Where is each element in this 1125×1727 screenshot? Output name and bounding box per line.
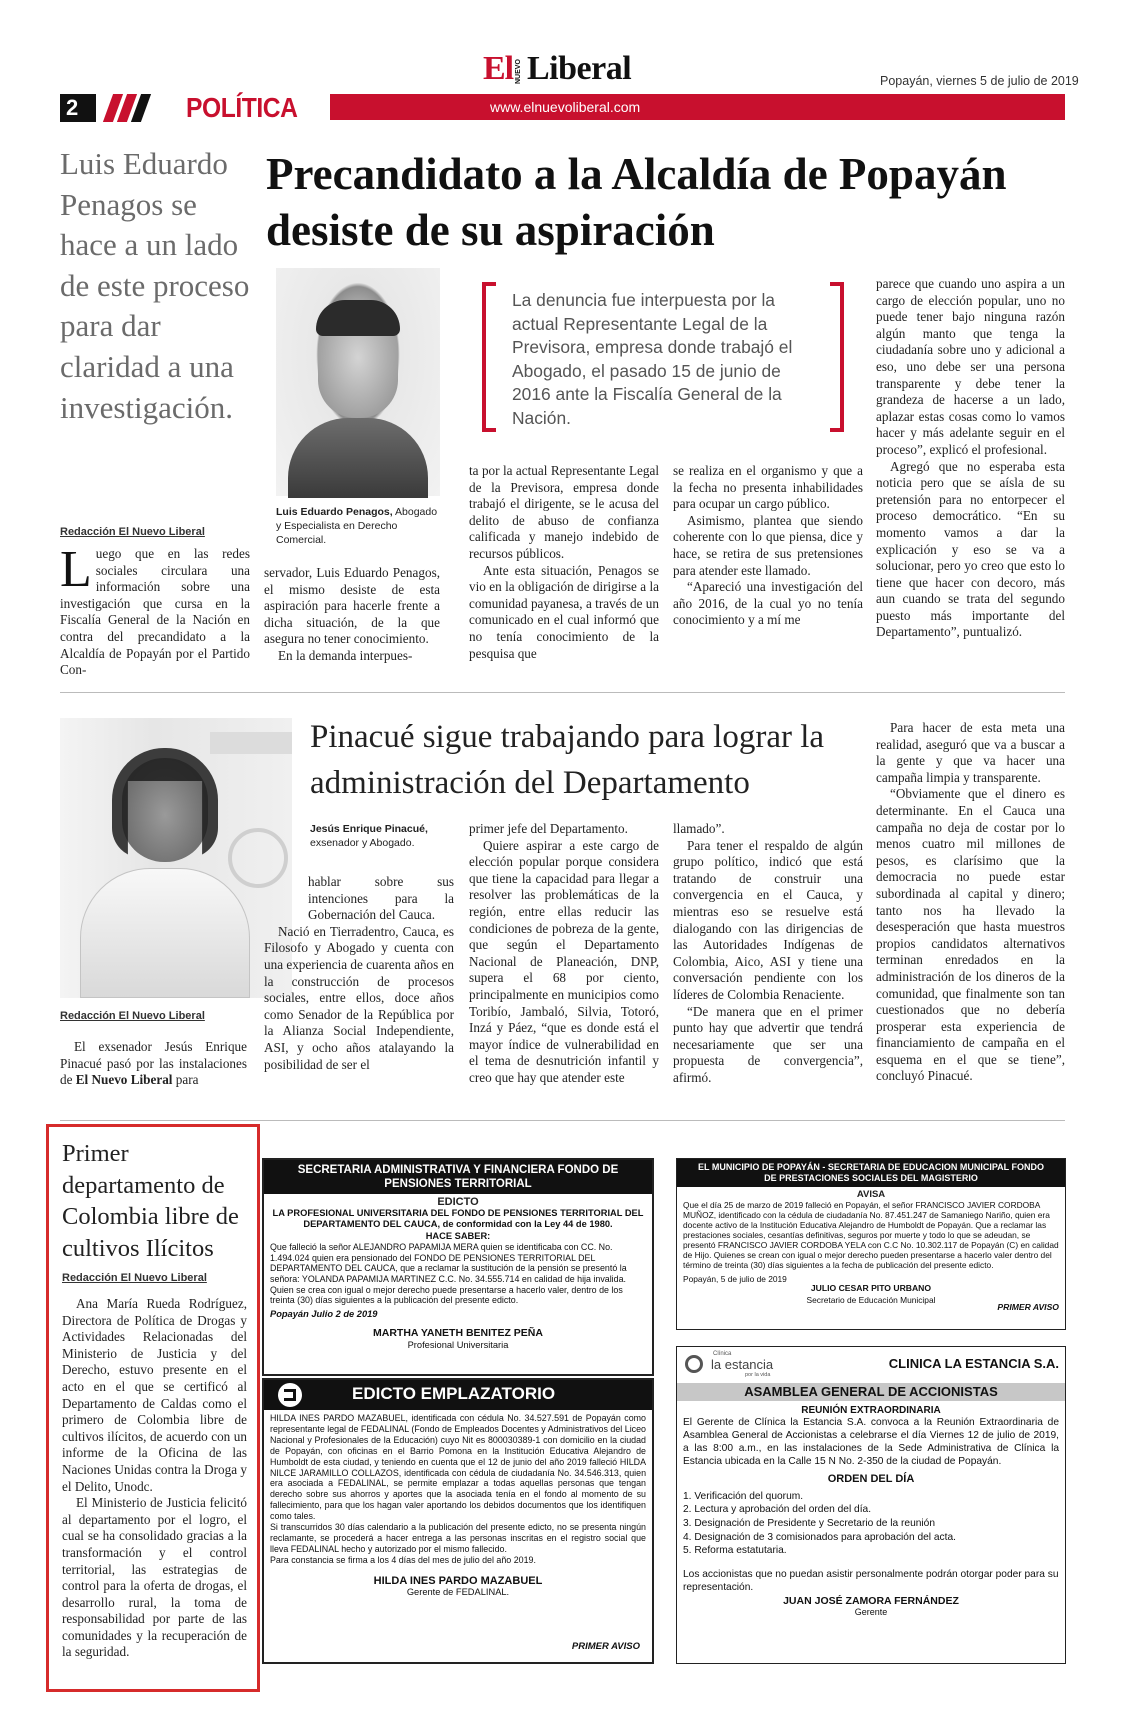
article1-col5 <box>876 276 1065 641</box>
pull-quote-bracket-right <box>830 282 844 432</box>
article1-byline: Redacción El Nuevo Liberal <box>60 526 205 538</box>
article2-title: Pinacué sigue trabajando para lograr la administración del Departamento <box>310 719 825 801</box>
photo-bg-banner <box>210 732 292 754</box>
agenda-item: 1. Verificación del quorum. <box>683 1490 804 1502</box>
article2-byline: Redacción El Nuevo Liberal <box>60 1010 205 1022</box>
paragraph: El Ministerio de Justicia felicitó al departamento por el logro, el cual se ha consolidado gracias a la transformación y el control territorial, las estrategias de control para la oferta de drogas, el desarrollo rural, la toma de responsabilidad por parte de las comunidades y la recuperación de la seguridad. <box>62 1495 247 1660</box>
notice-logo-icon-inner <box>284 1389 296 1401</box>
photo-figure-hair <box>316 300 400 336</box>
notice-fondo-pensiones <box>262 1158 654 1376</box>
article2-photo-caption <box>310 822 450 850</box>
notice-header: ASAMBLEA GENERAL DE ACCIONISTAS <box>677 1383 1065 1401</box>
notice-signer-title: Gerente <box>854 1607 888 1618</box>
notice-clinica-la-estancia <box>676 1346 1066 1664</box>
paragraph: Para tener el respaldo de algún grupo político, indicó que está tratando de construir una convergencia en el Cauca, y mientras eso se resuelve está dialogando con las dirigencias de las Autoridades Indígenas de Colombia, Aico, ASI y tiene una conversación pendiente con los líderes de Colombia Renaciente. <box>673 837 863 1002</box>
article2-col1 <box>60 1039 247 1089</box>
paragraph: parece que cuando uno aspira a un cargo de elección popular, uno no puede tener bajo ninguna razón algún manto que tenga la ciudadanía sobre uno y adicional a eso, uno debe ser una persona transparente y debe tener la grandeza de hacerse a un lado, aplazar estas cosas como lo vamos hacer y más adelante seguir en el proceso”, explicó el profesional. <box>876 276 1065 457</box>
drop-cap: L <box>60 541 92 598</box>
photo-figure-body <box>80 868 250 998</box>
logo-nuevo: NUEVO <box>515 59 522 84</box>
notice-edicto-emplazatorio <box>262 1378 654 1664</box>
notice-header: SECRETARIA ADMINISTRATIVA Y FINANCIERA FONDO DE PENSIONES TERRITORIAL <box>264 1160 652 1194</box>
article1-col3 <box>469 463 659 662</box>
article2-col4 <box>673 821 863 1087</box>
article1-col1-text: uego que en las redes sociales circulara una información sobre una investigación que cursa en la Fiscalía General de la Nación en contra del precandidato a la Alcaldía de Popayán por el Partido Con- <box>60 546 250 678</box>
photo-figure-shoulders <box>288 418 428 498</box>
notice-body-wrap <box>683 1405 1059 1619</box>
notice-signer: JUAN JOSÉ ZAMORA FERNÁNDEZ <box>783 1594 959 1607</box>
notice-lead: LA PROFESIONAL UNIVERSITARIA DEL FONDO DE PENSIONES TERRITORIAL DEL DEPARTAMENTO DEL CAUCA, de conformidad con la Ley 44 de 1980. <box>272 1208 644 1230</box>
notice-signer: HILDA INES PARDO MAZABUEL <box>373 1574 543 1587</box>
agenda-item: 5. Reforma estatutaria. <box>683 1545 787 1557</box>
notice-header-bar <box>264 1380 652 1410</box>
notice-signer-title: Secretario de Educación Municipal <box>806 1294 936 1305</box>
notice-signer-title: Profesional Universitaria <box>407 1339 509 1350</box>
website[interactable]: www.elnuevoliberal.com <box>490 99 641 115</box>
divider <box>60 692 1065 693</box>
notice-closing: Los accionistas que no puedan asistir personalmente podrán otorgar poder para su representación. <box>683 1568 1059 1593</box>
notice-header: EDICTO EMPLAZATORIO <box>352 1384 556 1403</box>
notice-subhead: REUNIÓN EXTRAORDINARIA <box>801 1405 941 1416</box>
article2-col2 <box>264 874 454 1073</box>
paragraph: Ante esta situación, Penagos se vio en la obligación de dirigirse a la comunidad payanesa, a través de un comunicado en el cual informó que no tenía conocimiento de la pesquisa que <box>469 562 659 661</box>
paragraph: ta por la actual Representante Legal de la Previsora, empresa donde trabajó el dirigente, se le acusa del delito de abuso de confianza calificada y manejo indebido de recursos públicos. <box>469 463 659 561</box>
clinic-logo <box>685 1353 805 1379</box>
article3-byline: Redacción El Nuevo Liberal <box>62 1272 207 1284</box>
notice-tag: PRIMER AVISO <box>997 1301 1059 1312</box>
notice-date: Popayán Julio 2 de 2019 <box>270 1308 378 1319</box>
notice-subhead: AVISA <box>856 1189 886 1200</box>
notice-body3: Para constancia se firma a los 4 días del mes de julio del año 2019. <box>270 1554 536 1565</box>
paragraph: Quiere aspirar a este cargo de elección popular porque considera que tiene la capacidad para llegar a resolver las problemáticas de la región, entre ellas reducir las condiciones de pobreza de la gente, que según el Departamento Nacional de Planeación, DNP, supera el 68 por ciento, principalmente en municipios como Toribío, Jambaló, Silvia, Totoró, Inzá y Páez, “que es donde está el mayor índice de vulnerabilidad en el tema de desnutrición infantil y creo que hay que atender este <box>469 837 659 1085</box>
page-number: 2 <box>66 95 79 120</box>
notice-hace-saber: HACE SABER: <box>425 1230 491 1241</box>
notice-header: EL MUNICIPIO DE POPAYÁN - SECRETARIA DE EDUCACION MUNICIPAL FONDO DE PRESTACIONES SOCIALES DEL MAGISTERIO <box>677 1159 1065 1187</box>
paragraph: “De manera que en el primer punto hay que advertir que tendrá necesariamente que ser una propuesta de convergencia”, afirmó. <box>673 1003 863 1085</box>
caption-rest: exsenador y Abogado. <box>310 837 415 849</box>
paragraph: Agregó que no esperaba esta noticia pero que se aísla de su pretensión para no entorpecer el proceso democrático. “En su momento vamos a dar la explicación y eso se va a solucionar, pero yo creo que esto lo tiene que hacer con decoro, más aun cuando se trata del segundo puesto más importante del Departamento”, puntualizó. <box>876 458 1065 640</box>
masthead <box>0 0 1125 125</box>
article1-title: Precandidato a la Alcaldía de Popayán desiste de su aspiración <box>266 149 1007 255</box>
notice-signer-title: Gerente de FEDALINAL. <box>406 1587 510 1598</box>
newspaper-name: El Nuevo Liberal <box>75 1072 173 1088</box>
paragraph: servador, Luis Eduardo Penagos, el mismo desiste de esta aspiración para hacerle frente a dicha situación, de la que asegura no tener conocimiento. <box>264 565 440 647</box>
pull-quote: La denuncia fue interpuesta por la actual Representante Legal de la Previsora, empresa donde trabajó el Abogado, el pasado 15 de junio de 2016 ante la Fiscalía General de la Nación. <box>512 290 793 428</box>
logo-el: El <box>483 50 514 87</box>
paragraph: se realiza en el organismo y que a la fecha no presenta inhabilidades para ocupar un cargo público. <box>673 463 863 512</box>
article1-deck: Luis Eduardo Penagos se hace a un lado de este proceso para dar claridad a una investigación. <box>60 146 250 425</box>
logo-liberal: Liberal <box>527 50 632 87</box>
date-line: Popayán, viernes 5 de julio de 2019 <box>880 74 1079 88</box>
text: El exsenador Jesús Enrique Pinacué pasó por las instalaciones de <box>60 1039 247 1088</box>
clinic-logo-small: Clínica <box>713 1351 732 1357</box>
article1-photo-caption <box>276 505 444 547</box>
article3-title: Primer departamento de Colombia libre de cultivos Ilícitos <box>62 1140 239 1262</box>
agenda-item: 3. Designación de Presidente y Secretario de la reunión <box>683 1518 936 1529</box>
text: para <box>172 1072 199 1088</box>
notice-date: Popayán, 5 de julio de 2019 <box>683 1274 787 1284</box>
clinic-company: CLINICA LA ESTANCIA S.A. <box>888 1356 1059 1371</box>
section-label: POLÍTICA <box>186 92 298 123</box>
paragraph: “Apareció una investigación del año 2016, de la cual yo no tenía conocimiento y a mí me <box>673 579 863 628</box>
pull-quote-bracket-left <box>482 282 496 432</box>
caption-rest: Abogado y Especialista en Derecho Comercial. <box>276 506 438 546</box>
clinic-logo-name: la estancia <box>711 1357 774 1372</box>
notice-body2: Si transcurridos 30 días calendario a la publicación del presente edicto, no se presenta ningún reclamante, se procederá a hacer entrega a las personas inscritas en el registro social que lleva FEDALINAL hecho y autorizado por el mismo fallecido. <box>270 1522 646 1554</box>
divider <box>60 1120 1065 1121</box>
agenda-title: ORDEN DEL DÍA <box>827 1473 915 1486</box>
caption-name: Jesús Enrique Pinacué, <box>310 823 428 835</box>
notice-body: HILDA INES PARDO MAZABUEL, identificada con cédula No. 34.527.591 de Popayán como representante legal de FEDALINAL (Fondo de Empleados Docentes y Administrativos del Liceo Nacional y Profesionales de la Educación) cuyo Nit es 800030389-1 con domicilio en la ciudad de Popayán, con oficinas en el Barrio Pomona en la Institución Educativa Alejandro de Humboldt de esta ciudad, y teniendo en cuenta que el 12 de junio del año 2019 falleció HILDA NILCE JARAMILLO COLLAZOS, identificada con cédula de ciudadanía No. 34.546.313, quien era asociada a FEDALINAL, se permite emplazar a todas aquellas personas que tengan derecho sobre sus ahorros y aportes que la asociada tenía en el fondo al momento de su fallecimiento, para que los hagan valer aportando los debidos documentos que los identifiquen como tales. <box>270 1413 646 1522</box>
paragraph: Para hacer de esta meta una realidad, aseguró que va a buscar a la gente y que va hacer una campaña limpia y transparente. <box>876 720 1065 785</box>
pinacue-photo <box>60 718 292 998</box>
article3-body <box>62 1296 247 1661</box>
article1-col4 <box>673 463 863 629</box>
notice-body: El Gerente de Clínica la Estancia S.A. convoca a la Reunión Extraordinaria de Asamblea General de Accionistas a celebrarse el día Viernes 12 de julio de 2019, a las 8:00 a.m., en las instalaciones de la Sede Administrativa de Clínica la Estancia ubicada en la Calle 15 N No. 2-350 de la ciudad de Popayán. <box>683 1417 1059 1468</box>
paragraph: En la demanda interpues- <box>278 647 413 663</box>
paragraph: “Obviamente que el dinero es determinante. En el Cauca una campaña no deja de costar por lo menos cuatro mil millones de pesos, es clarísimo que la democracia no puede estar subordinada al capital y dinero; tanto nos ha llevado la desesperación que hasta muestros propios candidatos alternativos terminan enredados en la administración de los dineros de la comunidad, que finalmente son tan cuestionados que no debería prosperar esta experiencia de financiamiento de campaña en el esquema en el que se tiene”, concluyó Pinacué. <box>876 786 1065 1084</box>
article1-col2 <box>264 565 440 665</box>
notice-signer: MARTHA YANETH BENITEZ PEÑA <box>373 1327 543 1340</box>
clinic-logo-tag: por la vida <box>745 1372 771 1378</box>
paragraph: hablar sobre sus intenciones para la Gobernación del Cauca. <box>308 874 454 923</box>
paragraph: Ana María Rueda Rodríguez, Directora de Política de Drogas y Actividades Relacionadas del Ministerio de Justicia y del Derecho, estuvo presente en el acto en el que se certificó al Departamento de Caldas como el primero de Colombia libre de cultivos ilícitos, de acuerdo con un informe de la Oficina de las Naciones Unidas contra la Droga y el Delito, Unodc. <box>62 1296 247 1494</box>
paragraph: primer jefe del Departamento. <box>469 821 628 836</box>
notice-signer: JULIO CESAR PITO URBANO <box>810 1283 932 1294</box>
paragraph: Asimismo, plantea que siendo coherente con lo que piensa, dice y hace, se retira de sus pretensiones para atender este llamado. <box>673 512 863 578</box>
masthead-red-bar <box>330 94 1065 120</box>
notice-body2: Quien se crea con igual o mejor derecho puede presentarse a hacerlo valer, dentro de los treinta (30) días siguientes a la publicación del presente edicto. <box>270 1284 623 1306</box>
notice-subhead: EDICTO <box>437 1196 479 1208</box>
caption-name: Luis Eduardo Penagos, <box>276 506 393 518</box>
agenda-item: 4. Designación de 3 comisionados para aprobación del acta. <box>683 1531 956 1543</box>
notice-tag: PRIMER AVISO <box>571 1640 640 1652</box>
article1-col1 <box>60 541 250 679</box>
agenda-list <box>683 1490 1059 1558</box>
notice-body: Que el día 25 de marzo de 2019 falleció en Popayán, el señor FRANCISCO JAVIER CORDOBA MUÑOZ, identificado con la cédula de ciudadanía No. 87.451.247 de Samaniego Nariño, quien era docente activo de la Institución Educativa Alejandro de Humboldt de Popayán. Que a reclamar las prestaciones sociales, cesantías definitivas, seguros por muerte y todo lo que se adeudan, se presentó FRANCISCO JAVIER CORDOBA YELA con C.C No. 10.302.117 de Popayán (C) en calidad de Hijo. Quienes se crean con igual o mejor derecho pueden presentarse a hacerlo valer dentro del término de treinta (30) días siguientes a la fecha de publicación del presente edicto. <box>683 1200 1059 1270</box>
paragraph <box>60 1039 247 1089</box>
article2-col5 <box>876 720 1065 1085</box>
paragraph: llamado”. <box>673 821 725 836</box>
agenda-item: 2. Lectura y aprobación del orden del día. <box>683 1504 872 1516</box>
notice-body: Que falleció la señor ALEJANDRO PAPAMIJA MERA quien se identificaba con CC. No. 1.494.024 quien era pensionado del FONDO DE PENSIONES TERRITORIAL DEL DEPARTAMENTO DEL CAUCA, que a reclamar la sustitución de la pensión se presentó la señora: YOLANDA PAPAMIJA MARTINEZ C.C. No. 34.555.714 en calidad de hija invalida. <box>270 1242 627 1284</box>
penagos-photo <box>276 268 440 496</box>
paragraph: Nació en Tierradentro, Cauca, es Filosofo y Abogado y cuenta con una experiencia de cuarenta años en la construcción de procesos sociales, entre ellos, doce años como Senador de la República por la Alianza Social Independiente, ASI, y ocho años atalayando la posibilidad de ser el <box>264 923 455 1072</box>
clinic-logo-icon <box>685 1355 703 1373</box>
newspaper-logo[interactable] <box>483 50 643 90</box>
article2-col3 <box>469 821 659 1087</box>
notice-secretaria-educacion <box>676 1158 1066 1330</box>
